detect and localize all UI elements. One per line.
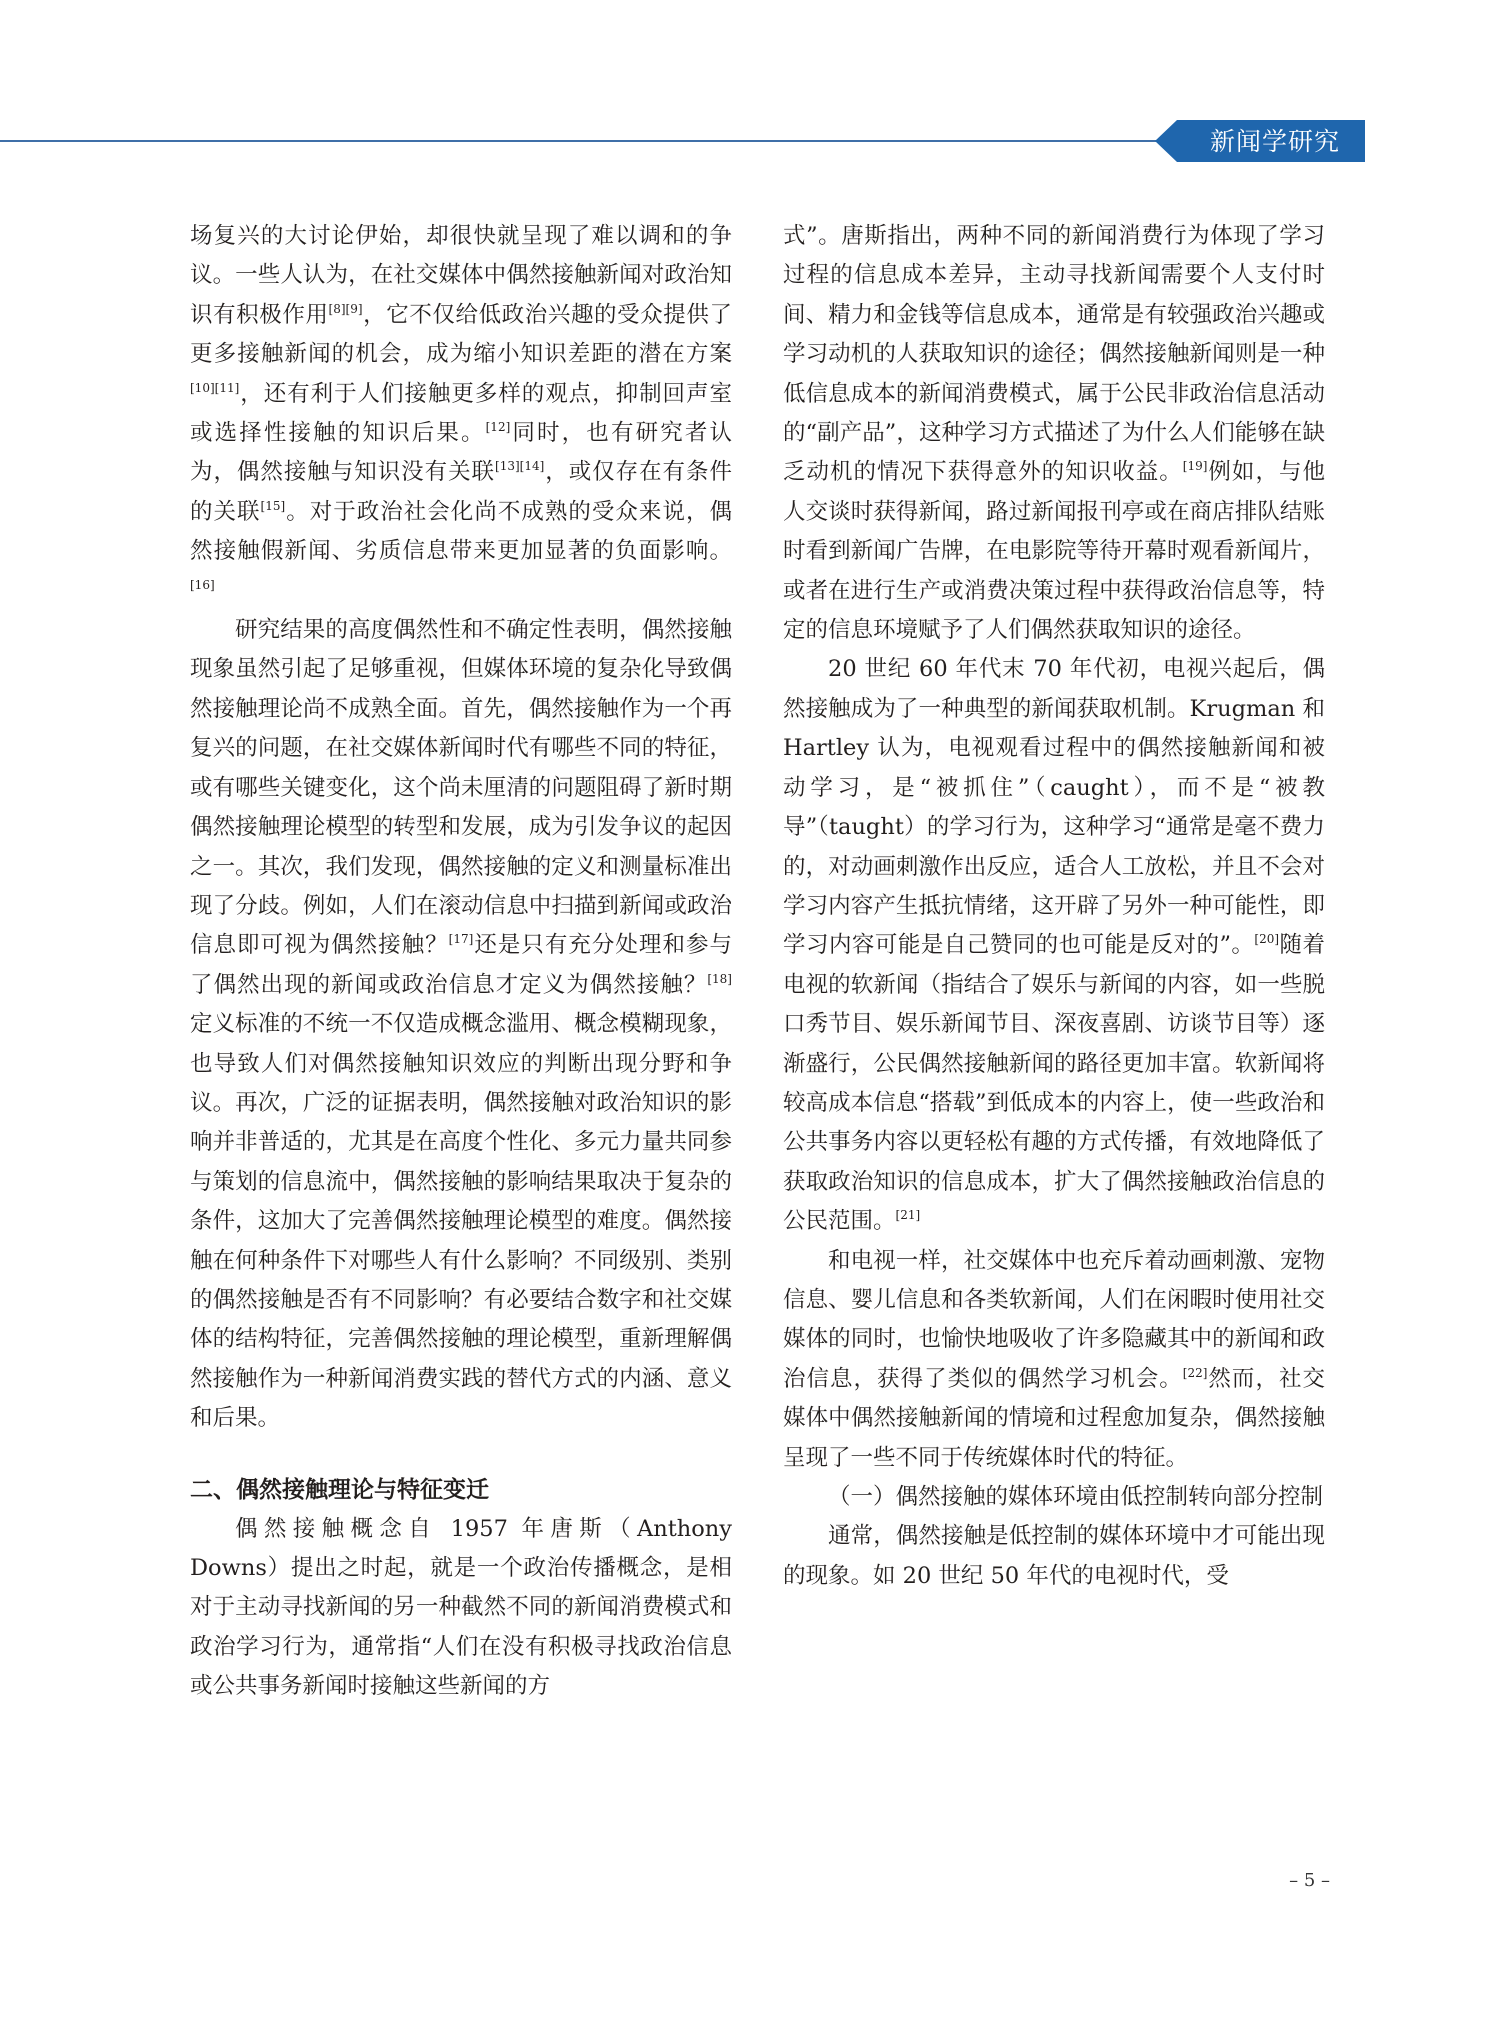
- text-run: 随着电视的软新闻（指结合了娱乐与新闻的内容，如一些脱口秀节目、娱乐新闻节目、深夜喜剧、访谈节目等）逐渐盛行，公民偶然接触新闻的路径更加丰富。软新闻将较高成本信息“搭载”到低成本的内容上，使一些政治和公共事务内容以更轻松有趣的方式传播，有效地降低了获取政治知识的信息成本，扩大了偶然接触政治信息的公民范围。: [783, 932, 1325, 1235]
- paragraph: [190, 217, 732, 611]
- citation: [16]: [190, 577, 215, 592]
- page-number: – 5 –: [1289, 1870, 1330, 1891]
- citation: [17]: [448, 932, 474, 947]
- text-run: 偶然接触概念自 1957 年唐斯（Anthony Downs）提出之时起，就是一个政治传播概念，是相对于主动寻找新闻的另一种截然不同的新闻消费模式和政治学习行为，通常指“人们在没有积极寻找政治信息或公共事务新闻时接触这些新闻的方: [190, 1515, 732, 1700]
- citation: [12]: [485, 420, 511, 435]
- text-run: 定义标准的不统一不仅造成概念滥用、概念模糊现象，也导致人们对偶然接触知识效应的判断出现分野和争议。再次，广泛的证据表明，偶然接触对政治知识的影响并非普适的，尤其是在高度个性化、多元力量共同参与策划的信息流中，偶然接触的影响结果取决于复杂的条件，这加大了完善偶然接触理论模型的难度。偶然接触在何种条件下对哪些人有什么影响？不同级别、类别的偶然接触是否有不同影响？有必要结合数字和社交媒体的结构特征，完善偶然接触的理论模型，重新理解偶然接触作为一种新闻消费实践的替代方式的内涵、意义和后果。: [190, 1011, 732, 1432]
- section-heading: 二、偶然接触理论与特征变迁: [190, 1476, 489, 1503]
- paragraph: [190, 1510, 732, 1707]
- text-run: ，还有利于人们接触更多样的观点，抑制回声室或选择性接触的知识后果。: [190, 380, 732, 447]
- text-run: 还是只有充分处理和参与了偶然出现的新闻或政治信息才定义为偶然接触？: [190, 932, 732, 998]
- text-run: 同时，也有研究者认为，偶然接触与知识没有关联: [190, 420, 732, 486]
- paragraph: [190, 611, 732, 1439]
- left-column: [190, 217, 732, 1812]
- paragraph: [783, 217, 1325, 650]
- citation: [15]: [260, 498, 286, 513]
- paragraph: [783, 650, 1325, 1241]
- header-rule: [0, 140, 1200, 142]
- section-tab-label: 新闻学研究: [1210, 127, 1341, 156]
- citation: [13][14]: [495, 459, 545, 474]
- citation: [18]: [707, 971, 732, 986]
- text-run: 例如，与他人交谈时获得新闻，路过新闻报刊亭或在商店排队结账时看到新闻广告牌，在电影院等待开幕时观看新闻片，或者在进行生产或消费决策过程中获得政治信息等，特定的信息环境赋予了人们偶然获取知识的途径。: [783, 459, 1325, 644]
- text-run: 和电视一样，社交媒体中也充斥着动画刺激、宠物信息、婴儿信息和各类软新闻，人们在闲暇时使用社交媒体的同时，也愉快地吸收了许多隐藏其中的新闻和政治信息，获得了类似的偶然学习机会。: [783, 1247, 1325, 1392]
- citation: [19]: [1182, 459, 1208, 474]
- text-run: ，它不仅给低政治兴趣的受众提供了更多接触新闻的机会，成为缩小知识差距的潜在方案: [190, 301, 732, 368]
- citation: [22]: [1182, 1365, 1208, 1380]
- text-run: 然而，社交媒体中偶然接触新闻的情境和过程愈加复杂，偶然接触呈现了一些不同于传统媒体时代的特征。: [783, 1365, 1325, 1471]
- text-run: 20 世纪 60 年代末 70 年代初，电视兴起后，偶然接触成为了一种典型的新闻获取机制。Krugman 和 Hartley 认为，电视观看过程中的偶然接触新闻和被动学习，是“被抓住”（caught），而不是“被教导”（taught）的学习行为，这种学习“通常是毫不费力的，对动画刺激作出反应，适合人工放松，并且不会对学习内容产生抵抗情绪，这开辟了另外一种可能性，即学习内容可能是自己赞同的也可能是反对的”。: [783, 656, 1325, 959]
- right-column: [783, 217, 1325, 1812]
- paragraph: [783, 1242, 1325, 1478]
- citation: [21]: [895, 1208, 921, 1223]
- text-run: ，或仅存在有条件的关联: [190, 459, 732, 525]
- text-run: 场复兴的大讨论伊始，却很快就呈现了难以调和的争议。一些人认为，在社交媒体中偶然接触新闻对政治知识有积极作用: [190, 223, 732, 328]
- paragraph: [783, 1517, 1325, 1596]
- citation: [10][11]: [190, 380, 240, 395]
- citation: [20]: [1254, 932, 1280, 947]
- text-run: 研究结果的高度偶然性和不确定性表明，偶然接触现象虽然引起了足够重视，但媒体环境的复杂化导致偶然接触理论尚不成熟全面。首先，偶然接触作为一个再复兴的问题，在社交媒体新闻时代有哪些不同的特征，或有哪些关键变化，这个尚未厘清的问题阻碍了新时期偶然接触理论模型的转型和发展，成为引发争议的起因之一。其次，我们发现，偶然接触的定义和测量标准出现了分歧。例如，人们在滚动信息中扫描到新闻或政治信息即可视为偶然接触？: [190, 617, 732, 959]
- citation: [8][9]: [328, 301, 363, 316]
- text-run: 式”。唐斯指出，两种不同的新闻消费行为体现了学习过程的信息成本差异，主动寻找新闻需要个人支付时间、精力和金钱等信息成本，通常是有较强政治兴趣或学习动机的人获取知识的途径；偶然接触新闻则是一种低信息成本的新闻消费模式，属于公民非政治信息活动的“副产品”，这种学习方式描述了为什么人们能够在缺乏动机的情况下获得意外的知识收益。: [783, 223, 1325, 486]
- subsection-heading: （一）偶然接触的媒体环境由低控制转向部分控制: [828, 1484, 1324, 1510]
- text-run: 。对于政治社会化尚不成熟的受众来说，偶然接触假新闻、劣质信息带来更加显著的负面影响。: [190, 498, 732, 565]
- text-run: 通常，偶然接触是低控制的媒体环境中才可能出现的现象。如 20 世纪 50 年代的电视时代，受: [783, 1523, 1325, 1589]
